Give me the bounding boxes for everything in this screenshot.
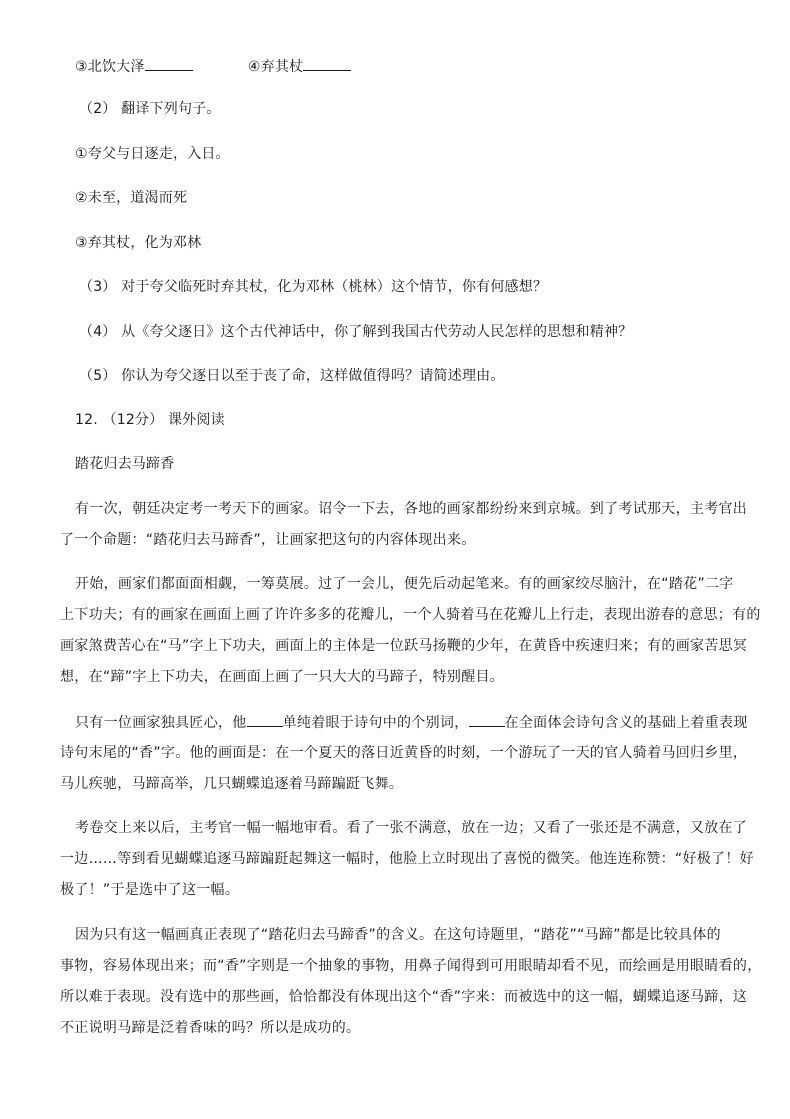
passage-line: 有一次，朝廷决定考一考天下的画家。诏令一下去，各地的画家都纷纷来到京城。到了考试那天，主考官出 (75, 501, 748, 517)
passage-line: 一边……等到看见蝴蝶追逐马蹄蹁跹起舞这一幅时，他脸上立时现出了喜悦的微笑。他连连称赞：“好极了！好 (60, 851, 754, 867)
vocab-item-4: ④弃其杖 (247, 59, 304, 75)
passage-line: 上下功夫；有的画家在画面上画了许许多多的花瓣儿，一个人骑着马在花瓣儿上行走，表现出游春的意思；有的 (60, 607, 761, 623)
passage-line (75, 712, 748, 733)
question-4: （4） 从《夸父逐日》这个古代神话中，你了解到我国古代劳动人民怎样的思想和精神？ (79, 324, 633, 340)
passage-line: 极了！”于是选中了这一幅。 (60, 882, 240, 898)
passage-line: 画家煞费苦心在“马”字上下功夫，画面上的主体是一位跃马扬鞭的少年，在黄昏中疾速归来；有的画家苦思冥 (60, 638, 748, 654)
sentence-3: ③弃其杖，化为邓林 (75, 235, 202, 251)
question-3: （3） 对于夸父临死时弃其杖，化为邓林（桃林）这个情节，你有何感想？ (79, 279, 548, 295)
passage-line: 开始，画家们都面面相觑，一筹莫展。过了一会儿，便先后动起笔来。有的画家绞尽脑汁，在“踏花”二字 (75, 576, 734, 592)
vocab-item-3: ③北饮大泽 (75, 59, 145, 75)
passage-line: 不正说明马蹄是泛着香味的吗？所以是成功的。 (60, 1020, 361, 1036)
answer-blank[interactable] (469, 712, 505, 727)
question-5: （5） 你认为夸父逐日以至于丧了命，这样做值得吗？请简述理由。 (79, 368, 505, 384)
passage-text: 在全面体会诗句含义的基础上着重表现 (504, 715, 748, 731)
passage-line: 因为只有这一幅画真正表现了“踏花归去马蹄香”的含义。在这句诗题里，“踏花”“马蹄”都是比较具体的 (75, 927, 721, 943)
vocab-row (75, 56, 351, 77)
passage-line: 考卷交上来以后，主考官一幅一幅地审看。看了一张不满意，放在一边；又看了一张还是不满意，又放在了 (75, 820, 748, 836)
question-2-title: （2） 翻译下列句子。 (79, 101, 221, 117)
passage-line: 想，在“蹄”字上下功夫，在画面上画了一只大大的马蹄子，特别醒目。 (60, 669, 505, 685)
answer-blank[interactable] (303, 56, 351, 71)
passage-text: 单纯着眼于诗句中的个别词， (282, 715, 469, 731)
passage-line: 马儿疾驰，马蹄高举，几只蝴蝶追逐着马蹄蹁跹飞舞。 (60, 776, 404, 792)
sentence-2: ②未至，道渴而死 (75, 190, 188, 206)
passage-text: 只有一位画家独具匠心，他 (75, 715, 247, 731)
answer-blank[interactable] (145, 56, 193, 71)
passage-line: 了一个命题：“踏花归去马蹄香”，让画家把这句的内容体现出来。 (60, 532, 476, 548)
passage-line: 诗句末尾的“香”字。他的画面是：在一个夏天的落日近黄昏的时刻，一个游玩了一天的官人骑着马回归乡里， (60, 745, 748, 761)
sentence-1: ①夸父与日逐走，入日。 (75, 146, 230, 162)
passage-title: 踏花归去马蹄香 (75, 456, 175, 472)
question-12-header: 12. （12分） 课外阅读 (75, 412, 225, 428)
passage-line: 所以难于表现。没有选中的那些画，恰恰都没有体现出这个“香”字来：而被选中的这一幅，蝴蝶追逐马蹄，这 (60, 989, 748, 1005)
answer-blank[interactable] (247, 712, 283, 727)
passage-line: 事物，容易体现出来；而“香”字则是一个抽象的事物，用鼻子闻得到可用眼睛却看不见，而绘画是用眼睛看的， (60, 958, 762, 974)
